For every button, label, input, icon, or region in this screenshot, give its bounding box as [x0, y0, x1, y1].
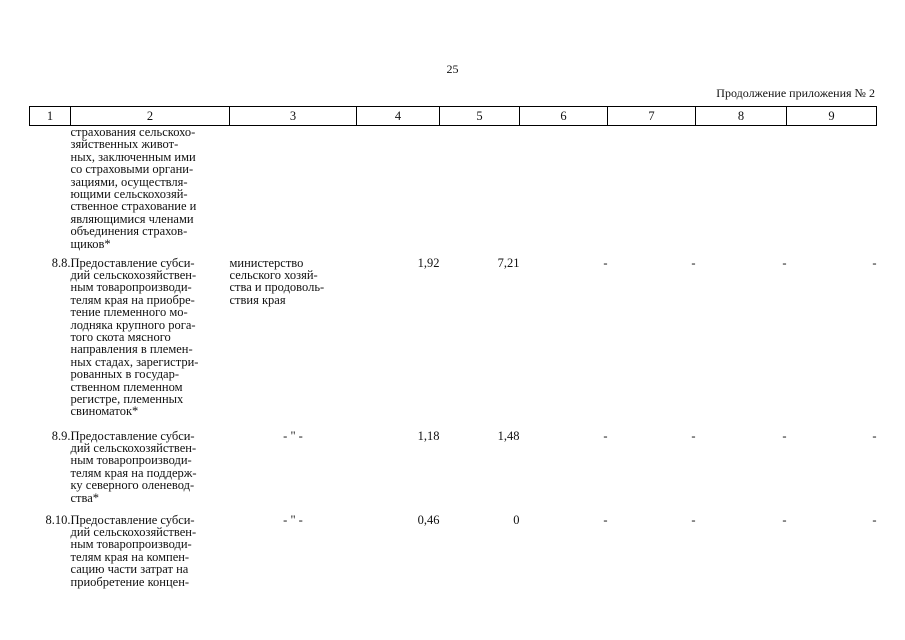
executor-line: - " -	[283, 512, 303, 527]
cell-col9: -	[872, 255, 877, 270]
description-line: Предоставление субси-	[70, 255, 195, 270]
description-line: Предоставление субси-	[70, 512, 195, 527]
cell-col6: -	[603, 428, 608, 443]
description-line: направления в племен-	[70, 342, 193, 357]
appendix-continuation-note: Продолжение приложения № 2	[716, 86, 875, 100]
cell-col7	[608, 126, 696, 257]
row-executor	[230, 126, 357, 257]
table-row	[30, 430, 877, 514]
description-line: приобретение концен-	[70, 574, 190, 589]
row-executor	[230, 257, 357, 430]
description-line: ства*	[70, 490, 100, 505]
cell-col8	[696, 126, 787, 257]
description-line: ственном племенном	[70, 379, 183, 394]
description-line: зяйственных живот-	[70, 137, 179, 152]
description-line: страхования сельскохо-	[70, 125, 196, 139]
description-line: регистре, племенных	[70, 391, 184, 406]
cell-col7: -	[691, 512, 696, 527]
row-description	[71, 126, 230, 257]
row-description	[71, 257, 230, 430]
table-header-row	[30, 107, 877, 126]
column-header: 9	[787, 107, 877, 126]
executor-line: ствия края	[229, 292, 286, 307]
description-line: дий сельскохозяйствен-	[70, 267, 197, 282]
cell-col4	[357, 126, 440, 257]
row-description	[71, 514, 230, 594]
cell-col8: -	[782, 428, 787, 443]
cell-col6: -	[603, 255, 608, 270]
column-header: 7	[608, 107, 696, 126]
cell-col4: 0,46	[417, 512, 440, 527]
table-row	[30, 514, 877, 594]
cell-col9	[787, 126, 877, 257]
table-row	[30, 126, 877, 257]
description-line: со страховыми органи-	[70, 162, 194, 177]
description-line: дий сельскохозяйствен-	[70, 524, 197, 539]
row-executor	[230, 430, 357, 514]
row-number	[30, 126, 71, 257]
cell-col9: -	[872, 512, 877, 527]
cell-col6	[520, 126, 608, 257]
description-line: того скота мясного	[70, 329, 171, 344]
column-header: 5	[440, 107, 520, 126]
description-line: ющими сельскохозяй-	[70, 187, 188, 202]
description-line: ных, заключенным ими	[70, 149, 196, 164]
cell-col6: -	[603, 512, 608, 527]
cell-col4: 1,18	[417, 428, 440, 443]
description-line: лодняка крупного рога-	[70, 317, 196, 332]
column-header: 3	[230, 107, 357, 126]
executor-line: - " -	[283, 428, 303, 443]
page-number: 25	[446, 62, 459, 76]
description-line: телям края на приобре-	[70, 292, 195, 307]
description-line: телям края на компен-	[70, 549, 190, 564]
cell-col9: -	[872, 428, 877, 443]
description-line: щиков*	[70, 236, 111, 251]
executor-line: сельского хозяй-	[229, 267, 318, 282]
row-description	[71, 430, 230, 514]
executor-line: министерство	[229, 255, 304, 270]
column-header: 2	[71, 107, 230, 126]
description-line: тение племенного мо-	[70, 305, 188, 320]
table-row	[30, 257, 877, 430]
appendix-table	[29, 106, 877, 594]
description-line: ным товаропроизводи-	[70, 453, 192, 468]
cell-col5: 7,21	[497, 255, 520, 270]
row-number: 8.9.	[51, 428, 71, 443]
description-line: ственное страхование и	[70, 199, 197, 214]
cell-col7: -	[691, 255, 696, 270]
row-number: 8.8.	[51, 255, 71, 270]
cell-col5: 1,48	[497, 428, 520, 443]
description-line: зациями, осуществля-	[70, 174, 188, 189]
description-line: ку северного оленевод-	[70, 478, 195, 493]
description-line: дий сельскохозяйствен-	[70, 440, 197, 455]
column-header: 8	[696, 107, 787, 126]
description-line: ным товаропроизводи-	[70, 280, 192, 295]
cell-col8: -	[782, 255, 787, 270]
description-line: телям края на поддерж-	[70, 465, 197, 480]
description-line: Предоставление субси-	[70, 428, 195, 443]
cell-col5	[440, 126, 520, 257]
executor-line: ства и продоволь-	[229, 280, 325, 295]
column-header: 4	[357, 107, 440, 126]
row-executor	[230, 514, 357, 594]
cell-col5: 0	[513, 512, 520, 527]
row-number: 8.10.	[45, 512, 71, 527]
description-line: рованных в государ-	[70, 367, 180, 382]
cell-col8: -	[782, 512, 787, 527]
description-line: объединения страхов-	[70, 224, 188, 239]
description-line: являющимися членами	[70, 211, 194, 226]
description-line: сацию части затрат на	[70, 562, 189, 577]
description-line: ным товаропроизводи-	[70, 537, 192, 552]
column-header: 1	[30, 107, 71, 126]
cell-col7: -	[691, 428, 696, 443]
column-header: 6	[520, 107, 608, 126]
description-line: ных стадах, зарегистри-	[70, 354, 199, 369]
description-line: свиноматок*	[70, 404, 139, 419]
cell-col4: 1,92	[417, 255, 440, 270]
